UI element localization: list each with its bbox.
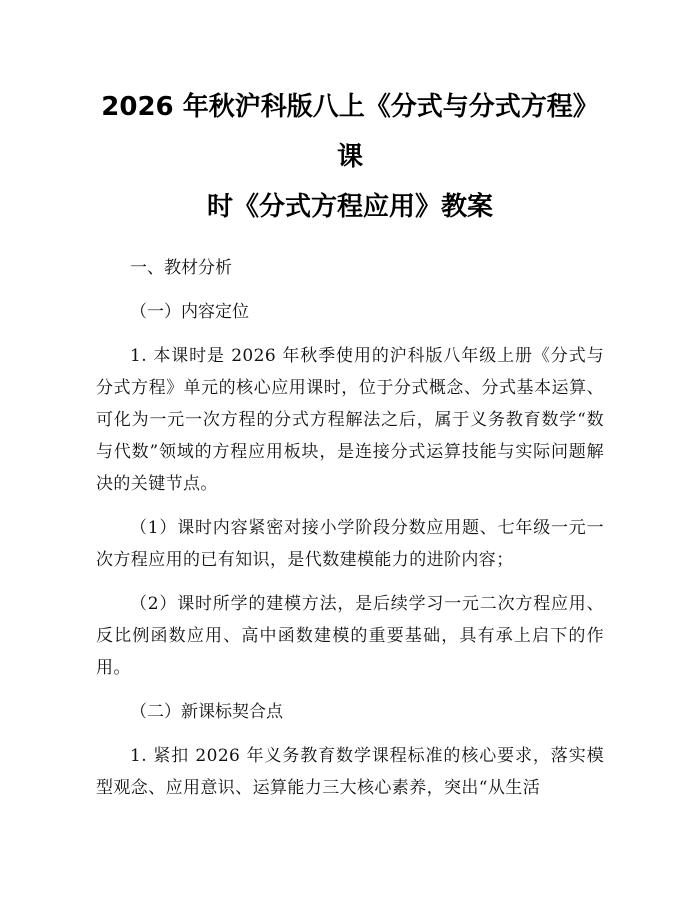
- paragraph-3: （2）课时所学的建模方法，是后续学习一元二次方程应用、反比例函数应用、高中函数建模的重要基础，具有承上启下的作用。: [96, 594, 604, 678]
- subsection-heading-content-positioning: （一）内容定位: [130, 302, 249, 322]
- paragraph-1: 1. 本课时是 2026 年秋季使用的沪科版八年级上册《分式与分式方程》单元的核心应用课时，位于分式概念、分式基本运算、可化为一元一次方程的分式方程解法之后，属于义务教育数学“数与代数”领域的方程应用板块，是连接分式运算技能与实际问题解决的关键节点。: [96, 346, 604, 494]
- title-line-1: 2026 年秋沪科版八上《分式与分式方程》课: [101, 92, 599, 172]
- document-title: [96, 82, 604, 232]
- subsection-heading-curriculum-alignment: （二）新课标契合点: [130, 702, 283, 722]
- title-line-2: 时《分式方程应用》教案: [206, 192, 493, 222]
- section-heading-textbook-analysis: 一、教材分析: [130, 258, 232, 278]
- paragraph-2: （1）课时内容紧密对接小学阶段分数应用题、七年级一元一次方程应用的已有知识，是代数建模能力的进阶内容；: [96, 518, 604, 570]
- document-body: [96, 252, 604, 804]
- paragraph-4: 1. 紧扣 2026 年义务教育数学课程标准的核心要求，落实模型观念、应用意识、运算能力三大核心素养，突出“从生活: [96, 746, 604, 798]
